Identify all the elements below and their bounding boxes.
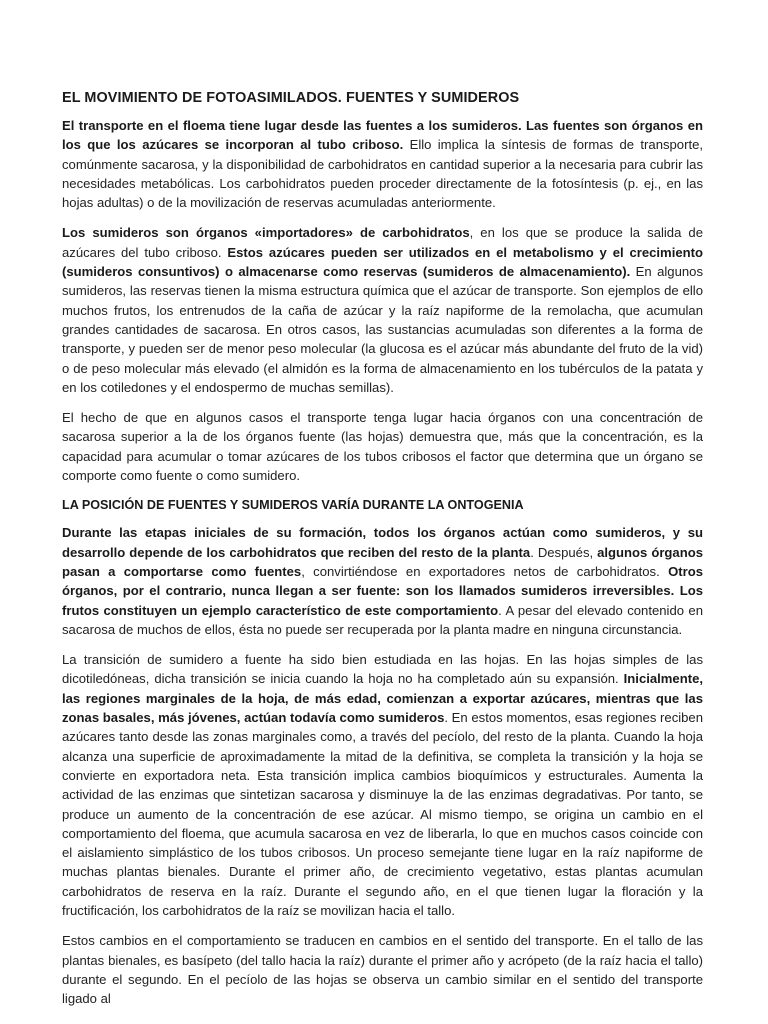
bold-text: Estos azúcares pueden ser utilizados en el metabolismo y el crecimiento (sumideros consuntivos) o almacenarse como reservas (sumideros de almacenamiento). <box>62 244 703 280</box>
body-text: . En estos momentos, esas regiones reciben azúcares tanto desde las zonas marginales como, a través del pecíolo, del resto de la planta. Cuando la hoja alcanza una superficie de aproximadamente la mitad de la definitiva, se completa la transición y la hoja se convierte en exportadora neta. Esta transición implica cambios bioquímicos y estructurales. Aumenta la actividad de las enzimas que sintetizan sacarosa y disminuye la de las enzimas degradativas. Por tanto, se produce un aumento de la concentración de ese azúcar. Al mismo tiempo, se origina un cambio en el comportamiento del floema, que acumula sacarosa en vez de liberarla, lo que en muchos casos coincide con el aislamiento simplástico de los tubos cribosos. Un proceso semejante tiene lugar en la raíz napiforme de muchas plantas bienales. Durante el primer año, de crecimiento vegetativo, estas plantas acumulan carbohidratos de reserva en la raíz. Durante el segundo año, en el que tienen lugar la floración y la fructificación, los carbohidratos de la raíz se movilizan hacia el tallo. <box>62 710 703 918</box>
body-text: , convirtiéndose en exportadores netos de carbohidratos. <box>301 563 669 579</box>
page-title: EL MOVIMIENTO DE FOTOASIMILADOS. FUENTES Y SUMIDEROS <box>62 90 520 106</box>
bold-text: algunos órganos pasan a comportarse como fuentes <box>62 544 703 579</box>
paragraph-sumideros <box>62 223 703 397</box>
document-page <box>62 88 703 1019</box>
paragraph-ontogenia <box>62 523 703 639</box>
body-text: . Después, <box>530 544 598 560</box>
body-text: , en los que se produce la salida de azúcares del tubo criboso. <box>62 225 703 260</box>
paragraph-transicion <box>62 650 703 920</box>
paragraph-sentido-transporte <box>62 931 703 1008</box>
bold-text: El transporte en el floema tiene lugar desde las fuentes a los sumideros. Las fuentes son órganos en los que los azúcares se incorporan al tubo criboso. <box>62 118 703 153</box>
body-text: Ello implica la síntesis de formas de transporte, comúnmente sacarosa, y la disponibilidad de carbohidratos en cantidad superior a la necesaria para cubrir las necesidades metabólicas. Los carbohidratos pueden proceder directamente de la fotosíntesis (p. ej., en las hojas adultas) o de la movilización de reservas acumuladas anteriormente. <box>62 137 703 211</box>
body-text: . A pesar del elevado contenido en sacarosa de muchos de ellos, ésta no puede ser recuperada por la planta madre en ninguna circunstancia. <box>62 602 703 637</box>
paragraph-fuentes <box>62 116 703 212</box>
bold-text: Otros órganos, por el contrario, nunca llegan a ser fuente: son los llamados sumideros irreversibles. Los frutos constituyen un ejemplo característico de este comportamiento <box>62 563 703 618</box>
body-text: Estos cambios en el comportamiento se traducen en cambios en el sentido del transporte. En el tallo de las plantas bienales, es basípeto (del tallo hacia la raíz) durante el primer año y acrópeto (de la raíz hacia el tallo) durante el segundo. En el pecíolo de las hojas se observa un cambio similar en el sentido del transporte ligado al <box>62 933 703 1007</box>
paragraph-concentracion <box>62 408 703 485</box>
body-text: La transición de sumidero a fuente ha sido bien estudiada en las hojas. En las hojas simples de las dicotiledóneas, dicha transición se inicia cuando la hoja no ha completado aún su expansión. <box>62 652 703 687</box>
bold-text: Los sumideros son órganos «importadores» de carbohidratos <box>62 225 470 241</box>
bold-text: Durante las etapas iniciales de su formación, todos los órganos actúan como sumideros, y su desarrollo depende de los carbohidratos que reciben del resto de la planta <box>62 525 703 560</box>
section-heading: LA POSICIÓN DE FUENTES Y SUMIDEROS VARÍA DURANTE LA ONTOGENIA <box>62 498 524 513</box>
bold-text: Inicialmente, las regiones marginales de la hoja, de más edad, comienzan a exportar azúcares, mientras que las zonas basales, más jóvenes, actúan todavía como sumideros <box>62 671 703 726</box>
body-text: En algunos sumideros, las reservas tienen la misma estructura química que el azúcar de transporte. Son ejemplos de ello muchos frutos, los entrenudos de la caña de azúcar y la raíz napiforme de la remolacha, que acumulan grandes cantidades de sacarosa. En otros casos, las sustancias acumuladas son diferentes a la forma de transporte, y pueden ser de menor peso molecular (la glucosa es el azúcar más abundante del fruto de la vid) o de peso molecular más elevado (el almidón es la forma de almacenamiento en los tubérculos de la patata y en los cotiledones y el endospermo de muchas semillas). <box>62 264 703 395</box>
body-text: El hecho de que en algunos casos el transporte tenga lugar hacia órganos con una concentración de sacarosa superior a la de los órganos fuente (las hojas) demuestra que, más que la concentración, es la capacidad para acumular o tomar azúcares de los tubos cribosos el factor que determina que un órgano se comporte como fuente o como sumidero. <box>62 410 703 484</box>
